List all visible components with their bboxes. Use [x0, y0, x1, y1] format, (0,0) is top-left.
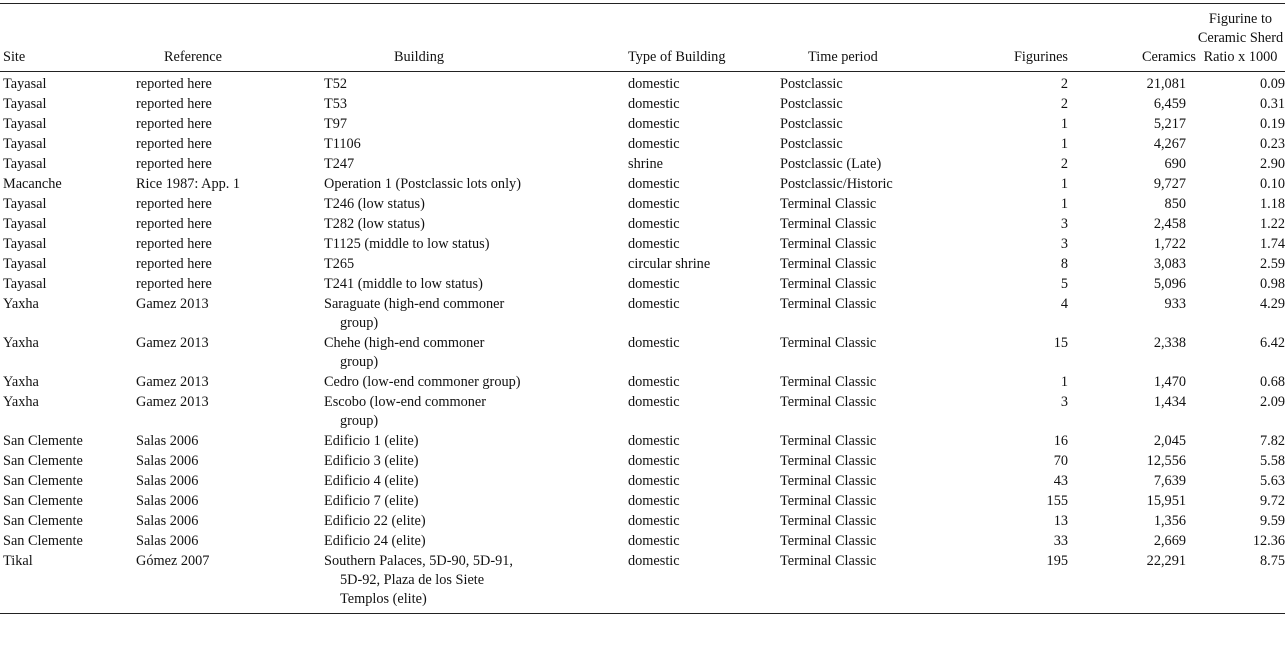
table-row: [0, 492, 1285, 512]
cell-building: [324, 552, 628, 614]
cell-reference: Salas 2006: [136, 473, 199, 489]
cell-reference: Salas 2006: [136, 433, 199, 449]
cell-ratio: 1.74: [1259, 236, 1285, 252]
cell-building-text: Edificio 24 (elite): [324, 533, 426, 549]
cell-reference: Rice 1987: App. 1: [136, 176, 241, 192]
cell-ratio: 5.58: [1259, 453, 1285, 469]
cell-figurines: 155: [1046, 493, 1068, 509]
table-row: [0, 373, 1285, 393]
cell-time-period: Terminal Classic: [780, 493, 877, 509]
cell-figurines: 2: [1060, 96, 1068, 112]
cell-site: Tayasal: [3, 156, 47, 172]
cell-reference: Gamez 2013: [136, 335, 209, 351]
cell-time-period: Postclassic/Historic: [780, 176, 893, 192]
cell-reference: reported here: [136, 196, 212, 212]
cell-building: [324, 492, 628, 512]
cell-time-period: Terminal Classic: [780, 394, 877, 410]
cell-site: Tikal: [3, 553, 33, 569]
table-row: [0, 295, 1285, 334]
cell-reference: Gamez 2013: [136, 296, 209, 312]
cell-reference: Gamez 2013: [136, 394, 209, 410]
cell-ceramics: 933: [1164, 296, 1186, 312]
cell-ratio: 5.63: [1259, 473, 1285, 489]
cell-ratio: 4.29: [1259, 296, 1285, 312]
cell-ratio: 9.59: [1259, 513, 1285, 529]
cell-ceramics: 850: [1164, 196, 1186, 212]
cell-figurines: 16: [1053, 433, 1068, 449]
cell-type: domestic: [628, 453, 680, 469]
cell-building-text: T52: [324, 76, 348, 92]
cell-type: domestic: [628, 394, 680, 410]
header-row: [0, 4, 1285, 72]
table-row: [0, 512, 1285, 532]
cell-figurines: 1: [1060, 374, 1068, 390]
table-row: [0, 393, 1285, 432]
cell-ceramics: 3,083: [1153, 256, 1186, 272]
cell-building-text: T265: [324, 256, 355, 272]
cell-type: domestic: [628, 513, 680, 529]
cell-time-period: Terminal Classic: [780, 216, 877, 232]
cell-figurines: 70: [1053, 453, 1068, 469]
cell-ratio: 0.10: [1259, 176, 1285, 192]
cell-reference: reported here: [136, 96, 212, 112]
cell-site: Yaxha: [3, 374, 39, 390]
table-row: [0, 432, 1285, 452]
cell-figurines: 3: [1060, 394, 1068, 410]
cell-site: San Clemente: [3, 533, 83, 549]
cell-figurines: 43: [1053, 473, 1068, 489]
cell-figurines: 8: [1060, 256, 1068, 272]
cell-ceramics: 1,470: [1153, 374, 1186, 390]
cell-site: San Clemente: [3, 493, 83, 509]
cell-site: Macanche: [3, 176, 62, 192]
cell-site: Tayasal: [3, 116, 47, 132]
cell-ceramics: 2,458: [1153, 216, 1186, 232]
cell-building: [324, 195, 628, 215]
cell-type: domestic: [628, 236, 680, 252]
cell-reference: Salas 2006: [136, 513, 199, 529]
cell-ceramics: 2,045: [1153, 433, 1186, 449]
cell-ratio: 2.09: [1259, 394, 1285, 410]
cell-reference: reported here: [136, 156, 212, 172]
cell-building-text: Saraguate (high-end commoner group): [324, 296, 505, 331]
cell-type: domestic: [628, 493, 680, 509]
cell-building: [324, 472, 628, 492]
cell-ratio: 2.90: [1259, 156, 1285, 172]
cell-site: Tayasal: [3, 216, 47, 232]
cell-time-period: Terminal Classic: [780, 453, 877, 469]
cell-building-text: Edificio 7 (elite): [324, 493, 419, 509]
table-row: [0, 472, 1285, 492]
table-row: [0, 532, 1285, 552]
cell-type: domestic: [628, 473, 680, 489]
cell-building: [324, 255, 628, 275]
cell-building: [324, 115, 628, 135]
table-row: [0, 195, 1285, 215]
header-site: Site: [3, 49, 26, 65]
cell-building-text: T246 (low status): [324, 196, 425, 212]
cell-building: [324, 512, 628, 532]
cell-site: Tayasal: [3, 76, 47, 92]
table-row: [0, 552, 1285, 614]
cell-type: domestic: [628, 96, 680, 112]
table-body: [0, 72, 1285, 614]
cell-ceramics: 15,951: [1146, 493, 1186, 509]
cell-building: [324, 432, 628, 452]
table-row: [0, 95, 1285, 115]
cell-figurines: 5: [1060, 276, 1068, 292]
cell-figurines: 33: [1053, 533, 1068, 549]
cell-type: domestic: [628, 196, 680, 212]
cell-ratio: 0.23: [1259, 136, 1285, 152]
cell-site: San Clemente: [3, 433, 83, 449]
cell-time-period: Terminal Classic: [780, 513, 877, 529]
cell-building-text: Edificio 3 (elite): [324, 453, 419, 469]
cell-ceramics: 9,727: [1153, 176, 1186, 192]
table-row: [0, 135, 1285, 155]
cell-type: domestic: [628, 136, 680, 152]
cell-building: [324, 155, 628, 175]
cell-type: domestic: [628, 176, 680, 192]
cell-figurines: 195: [1046, 553, 1068, 569]
cell-building: [324, 72, 628, 95]
cell-figurines: 15: [1053, 335, 1068, 351]
cell-building: [324, 373, 628, 393]
cell-reference: reported here: [136, 256, 212, 272]
cell-figurines: 2: [1060, 76, 1068, 92]
cell-building: [324, 235, 628, 255]
cell-figurines: 1: [1060, 176, 1068, 192]
cell-type: domestic: [628, 76, 680, 92]
cell-type: domestic: [628, 216, 680, 232]
cell-site: Tayasal: [3, 136, 47, 152]
figurine-ratio-table: [0, 3, 1285, 614]
cell-site: Tayasal: [3, 96, 47, 112]
cell-building-text: Cedro (low-end commoner group): [324, 374, 521, 390]
cell-ceramics: 5,096: [1153, 276, 1186, 292]
cell-reference: reported here: [136, 236, 212, 252]
cell-reference: reported here: [136, 116, 212, 132]
table-row: [0, 235, 1285, 255]
cell-time-period: Postclassic: [780, 76, 843, 92]
table-row: [0, 175, 1285, 195]
cell-site: Tayasal: [3, 236, 47, 252]
cell-site: Tayasal: [3, 276, 47, 292]
cell-time-period: Postclassic: [780, 136, 843, 152]
cell-ceramics: 1,434: [1153, 394, 1186, 410]
cell-ratio: 9.72: [1259, 493, 1285, 509]
table-row: [0, 452, 1285, 472]
cell-reference: Salas 2006: [136, 453, 199, 469]
cell-figurines: 3: [1060, 216, 1068, 232]
cell-reference: Salas 2006: [136, 533, 199, 549]
table-header: [0, 4, 1285, 72]
cell-reference: reported here: [136, 216, 212, 232]
header-building: Building: [394, 49, 445, 65]
cell-ratio: 0.98: [1259, 276, 1285, 292]
cell-time-period: Terminal Classic: [780, 236, 877, 252]
cell-building-text: Chehe (high-end commoner group): [324, 335, 485, 370]
cell-site: Yaxha: [3, 296, 39, 312]
cell-building: [324, 275, 628, 295]
cell-time-period: Terminal Classic: [780, 256, 877, 272]
cell-reference: reported here: [136, 136, 212, 152]
cell-figurines: 2: [1060, 156, 1068, 172]
cell-time-period: Terminal Classic: [780, 433, 877, 449]
cell-site: Yaxha: [3, 394, 39, 410]
cell-time-period: Postclassic (Late): [780, 156, 882, 172]
cell-type: domestic: [628, 116, 680, 132]
header-ratio: Figurine to Ceramic Sherd Ratio x 1000: [1197, 11, 1284, 65]
cell-ratio: 0.31: [1259, 96, 1285, 112]
cell-ratio: 0.68: [1259, 374, 1285, 390]
cell-figurines: 4: [1060, 296, 1068, 312]
cell-site: Yaxha: [3, 335, 39, 351]
cell-ceramics: 1,356: [1153, 513, 1186, 529]
cell-building: [324, 393, 628, 432]
table-row: [0, 115, 1285, 135]
cell-type: domestic: [628, 276, 680, 292]
cell-type: domestic: [628, 335, 680, 351]
cell-time-period: Terminal Classic: [780, 276, 877, 292]
header-type: Type of Building: [628, 49, 726, 65]
cell-ratio: 12.36: [1252, 533, 1285, 549]
cell-site: Tayasal: [3, 196, 47, 212]
cell-building: [324, 334, 628, 373]
cell-ceramics: 690: [1164, 156, 1186, 172]
header-reference: Reference: [164, 49, 222, 65]
cell-type: shrine: [628, 156, 663, 172]
header-time-period: Time period: [808, 49, 878, 65]
cell-building-text: T53: [324, 96, 348, 112]
cell-type: domestic: [628, 374, 680, 390]
cell-building-text: T241 (middle to low status): [324, 276, 483, 292]
table-row: [0, 255, 1285, 275]
cell-type: circular shrine: [628, 256, 711, 272]
cell-building: [324, 295, 628, 334]
cell-type: domestic: [628, 533, 680, 549]
cell-ceramics: 2,669: [1153, 533, 1186, 549]
cell-time-period: Terminal Classic: [780, 473, 877, 489]
header-figurines: Figurines: [1013, 49, 1068, 65]
cell-reference: reported here: [136, 276, 212, 292]
cell-reference: Salas 2006: [136, 493, 199, 509]
cell-reference: reported here: [136, 76, 212, 92]
cell-time-period: Terminal Classic: [780, 296, 877, 312]
cell-figurines: 1: [1060, 116, 1068, 132]
cell-site: San Clemente: [3, 513, 83, 529]
cell-time-period: Terminal Classic: [780, 374, 877, 390]
cell-building: [324, 95, 628, 115]
cell-site: Tayasal: [3, 256, 47, 272]
cell-building-text: Operation 1 (Postclassic lots only): [324, 176, 521, 192]
cell-ceramics: 5,217: [1153, 116, 1186, 132]
cell-ceramics: 22,291: [1146, 553, 1186, 569]
cell-figurines: 1: [1060, 136, 1068, 152]
header-ceramics: Ceramics: [1142, 49, 1196, 65]
cell-ratio: 6.42: [1259, 335, 1285, 351]
cell-ratio: 0.09: [1259, 76, 1285, 92]
cell-ratio: 0.19: [1259, 116, 1285, 132]
cell-ceramics: 6,459: [1153, 96, 1186, 112]
cell-site: San Clemente: [3, 453, 83, 469]
table-row: [0, 334, 1285, 373]
cell-type: domestic: [628, 433, 680, 449]
cell-type: domestic: [628, 553, 680, 569]
cell-building: [324, 532, 628, 552]
cell-time-period: Terminal Classic: [780, 533, 877, 549]
cell-figurines: 3: [1060, 236, 1068, 252]
cell-building: [324, 215, 628, 235]
cell-ratio: 8.75: [1259, 553, 1285, 569]
cell-building-text: Edificio 22 (elite): [324, 513, 426, 529]
cell-ceramics: 21,081: [1146, 76, 1186, 92]
cell-building-text: Southern Palaces, 5D-90, 5D-91, 5D-92, Plaza de los Siete Templos (elite): [324, 553, 514, 607]
cell-building-text: Edificio 1 (elite): [324, 433, 419, 449]
cell-ratio: 7.82: [1259, 433, 1285, 449]
cell-building-text: T282 (low status): [324, 216, 425, 232]
cell-time-period: Postclassic: [780, 96, 843, 112]
cell-ratio: 1.18: [1259, 196, 1285, 212]
cell-building-text: T1125 (middle to low status): [324, 236, 490, 252]
table-row: [0, 275, 1285, 295]
cell-building-text: Edificio 4 (elite): [324, 473, 419, 489]
cell-building-text: T247: [324, 156, 355, 172]
cell-ceramics: 2,338: [1153, 335, 1186, 351]
cell-building-text: T97: [324, 116, 348, 132]
table-row: [0, 215, 1285, 235]
cell-building: [324, 452, 628, 472]
cell-reference: Gómez 2007: [136, 553, 210, 569]
cell-ceramics: 12,556: [1146, 453, 1186, 469]
cell-ratio: 1.22: [1259, 216, 1285, 232]
cell-figurines: 1: [1060, 196, 1068, 212]
cell-time-period: Terminal Classic: [780, 196, 877, 212]
table-row: [0, 155, 1285, 175]
cell-site: San Clemente: [3, 473, 83, 489]
cell-ratio: 2.59: [1259, 256, 1285, 272]
cell-ceramics: 4,267: [1153, 136, 1186, 152]
cell-time-period: Terminal Classic: [780, 335, 877, 351]
cell-reference: Gamez 2013: [136, 374, 209, 390]
cell-time-period: Postclassic: [780, 116, 843, 132]
cell-building-text: Escobo (low-end commoner group): [324, 394, 486, 429]
cell-building: [324, 175, 628, 195]
cell-time-period: Terminal Classic: [780, 553, 877, 569]
cell-ceramics: 1,722: [1153, 236, 1186, 252]
cell-figurines: 13: [1053, 513, 1068, 529]
cell-type: domestic: [628, 296, 680, 312]
cell-building: [324, 135, 628, 155]
table-row: [0, 72, 1285, 95]
cell-building-text: T1106: [324, 136, 361, 152]
cell-ceramics: 7,639: [1153, 473, 1186, 489]
